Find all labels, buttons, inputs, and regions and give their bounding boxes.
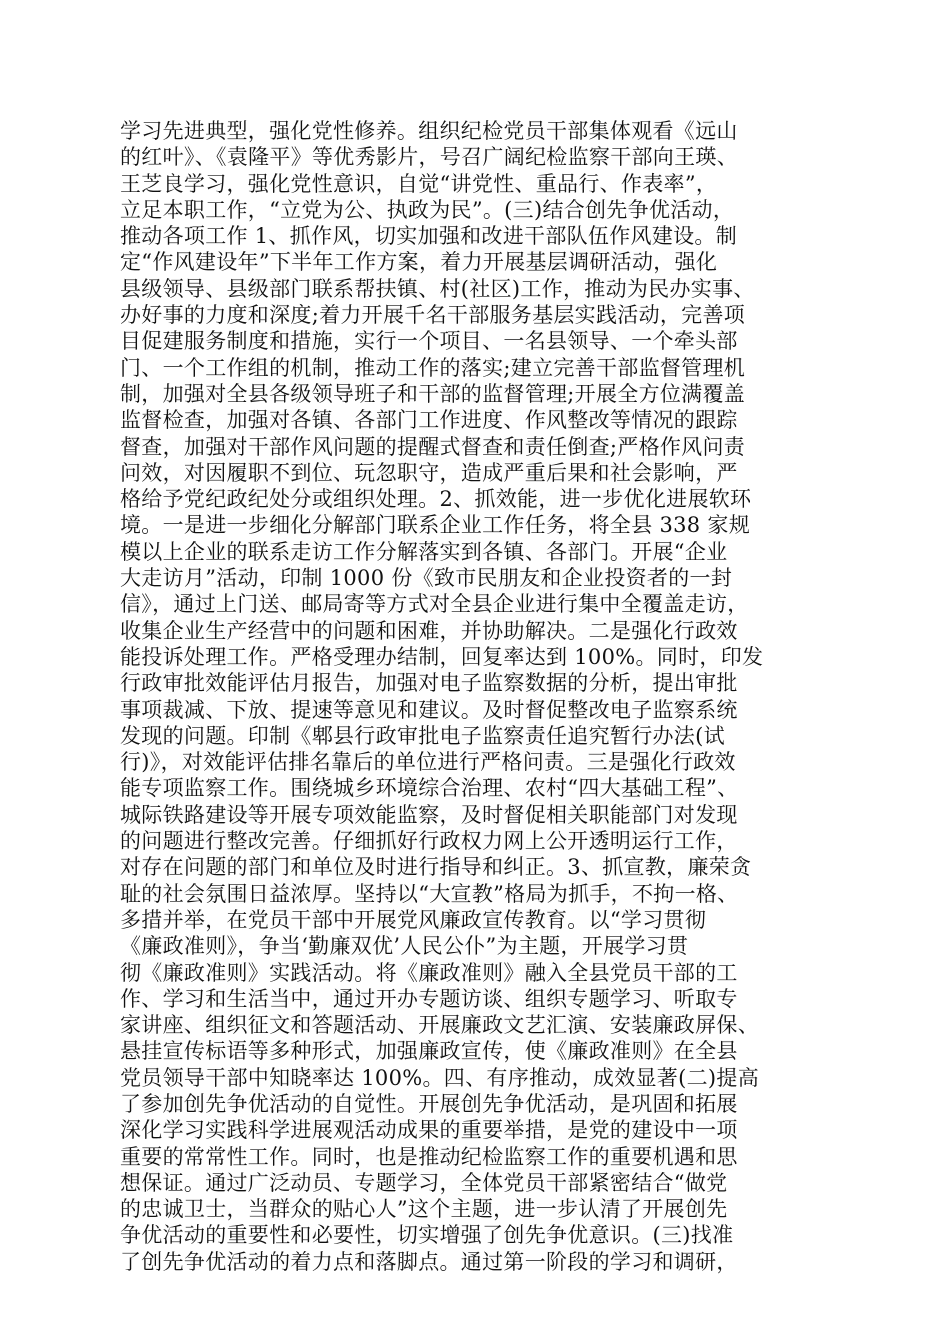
- text-line: 立足本职工作，“立党为公、执政为民”。(三)结合创先争优活动，: [120, 197, 735, 222]
- text-line: 收集企业生产经营中的问题和困难，并协助解决。二是强化行政效: [120, 618, 738, 643]
- text-line: 王芝良学习，强化党性意识，自觉“讲党性、重品行、作表率”，: [120, 171, 718, 196]
- text-line: 行)》，对效能评估排名靠后的单位进行严格问责。三是强化行政效: [120, 750, 736, 775]
- text-line: 能投诉处理工作。严格受理办结制，回复率达到 100%。同时，印发: [120, 644, 764, 669]
- text-line: 境。一是进一步细化分解部门联系企业工作任务，将全县 338 家规: [120, 513, 751, 538]
- text-line: 事项裁减、下放、提速等意见和建议。及时督促整改电子监察系统: [120, 697, 738, 722]
- text-line: 督查，加强对干部作风问题的提醒式督查和责任倒查;严格作风问责: [120, 434, 746, 459]
- text-line: 模以上企业的联系走访工作分解落实到各镇、各部门。开展“企业: [120, 539, 728, 564]
- text-line: 对存在问题的部门和单位及时进行指导和纠正。3、抓宣教，廉荣贪: [120, 855, 752, 880]
- text-line: 重要的常常性工作。同时，也是推动纪检监察工作的重要机遇和思: [120, 1144, 738, 1169]
- body-text: [120, 118, 812, 1275]
- text-line: 的红叶》、《袁隆平》等优秀影片，号召广阔纪检监察干部向王瑛、: [120, 145, 738, 170]
- text-line: 悬挂宣传标语等多种形式，加强廉政宣传，使《廉政准则》在全县: [120, 1039, 738, 1064]
- text-line: 问效，对因履职不到位、玩忽职守，造成严重后果和社会影响，严: [120, 460, 738, 485]
- text-line: 深化学习实践科学进展观活动成果的重要举措，是党的建设中一项: [120, 1118, 738, 1143]
- text-line: 目促建服务制度和措施，实行一个项目、一名县领导、一个牵头部: [120, 329, 738, 354]
- text-line: 多措并举，在党员干部中开展党风廉政宣传教育。以“学习贯彻: [120, 907, 707, 932]
- text-line: 家讲座、组织征文和答题活动、开展廉政文艺汇演、安装廉政屏保、: [120, 1013, 759, 1038]
- text-line: 大走访月”活动，印制 1000 份《致市民朋友和企业投资者的一封: [120, 566, 733, 591]
- text-line: 城际铁路建设等开展专项效能监察，及时督促相关职能部门对发现: [120, 802, 738, 827]
- text-line: 耻的社会氛围日益浓厚。坚持以“大宣教”格局为抓手，不拘一格、: [120, 881, 739, 906]
- text-line: 作、学习和生活当中，通过开办专题访谈、组织专题学习、听取专: [120, 986, 738, 1011]
- text-line: 办好事的力度和深度;着力开展千名干部服务基层实践活动，完善项: [120, 303, 746, 328]
- text-line: 行政审批效能评估月报告，加强对电子监察数据的分析，提出审批: [120, 671, 738, 696]
- text-line: 发现的问题。印制《郫县行政审批电子监察责任追究暂行办法(试: [120, 723, 725, 748]
- text-line: 定“作风建设年”下半年工作方案，着力开展基层调研活动，强化: [120, 250, 718, 275]
- text-line: 学习先进典型，强化党性修养。组织纪检党员干部集体观看《远山: [120, 119, 738, 143]
- text-line: 党员领导干部中知晓率达 100%。四、有序推动，成效显著(二)提高: [120, 1065, 759, 1090]
- text-line: 县级领导、县级部门联系帮扶镇、村(社区)工作，推动为民办实事、: [120, 276, 755, 301]
- text-line: 制，加强对全县各级领导班子和干部的监督管理;开展全方位满覆盖: [120, 381, 746, 406]
- text-line: 的问题进行整改完善。仔细抓好行政权力网上公开透明运行工作，: [120, 829, 738, 854]
- text-line: 推动各项工作 1、抓作风，切实加强和改进干部队伍作风建设。制: [120, 224, 738, 249]
- text-line: 能专项监察工作。围绕城乡环境综合治理、农村“四大基础工程”、: [120, 776, 739, 801]
- text-line: 了参加创先争优活动的自觉性。开展创先争优活动，是巩固和拓展: [120, 1091, 738, 1116]
- text-line: 信》，通过上门送、邮局寄等方式对全县企业进行集中全覆盖走访，: [120, 592, 749, 617]
- text-line: 格给予党纪政纪处分或组织处理。2、抓效能，进一步优化进展软环: [120, 487, 752, 512]
- text-line: 想保证。通过广泛动员、专题学习，全体党员干部紧密结合“做党: [120, 1170, 728, 1195]
- text-line: 门、一个工作组的机制，推动工作的落实;建立完善干部监督管理机: [120, 355, 746, 380]
- text-line: 了创先争优活动的着力点和落脚点。通过第一阶段的学习和调研，: [120, 1249, 738, 1274]
- text-line: 的忠诚卫士，当群众的贴心人”这个主题，进一步认清了开展创先: [120, 1197, 728, 1222]
- text-line: 争优活动的重要性和必要性，切实增强了创先争优意识。(三)找准: [120, 1223, 734, 1248]
- text-line: 《廉政准则》，争当‘勤廉双优’人民公仆”为主题，开展学习贯: [120, 934, 689, 959]
- text-line: 彻《廉政准则》实践活动。将《廉政准则》融入全县党员干部的工: [120, 960, 738, 985]
- text-line: 监督检查，加强对各镇、各部门工作进度、作风整改等情况的跟踪: [120, 408, 738, 433]
